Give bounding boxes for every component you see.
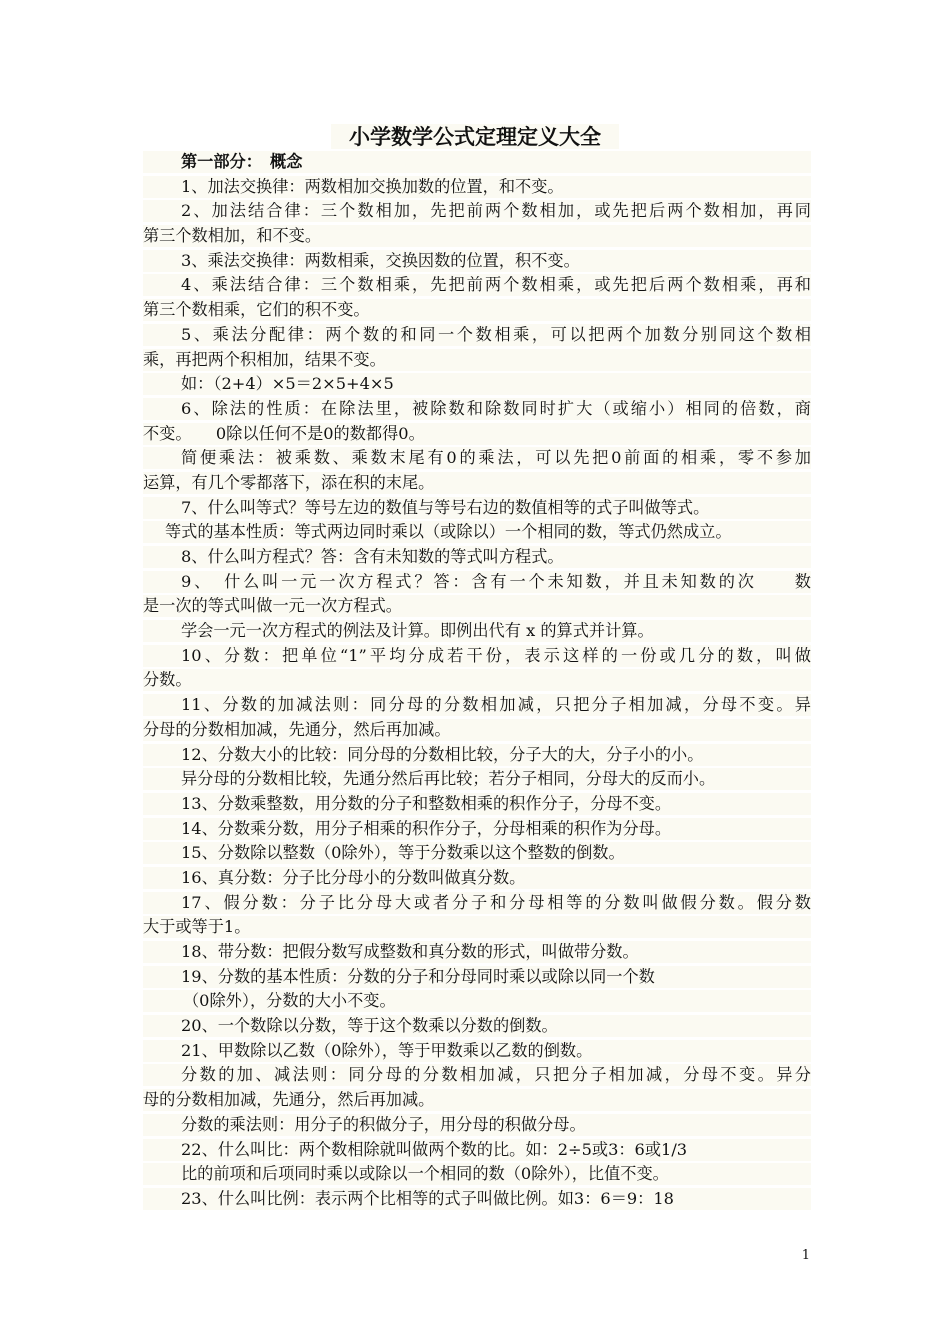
text-line: 9、 什么叫一元一次方程式？答：含有一个未知数，并且未知数的次 数 bbox=[143, 570, 811, 595]
text-line: 13、分数乘整数，用分数的分子和整数相乘的积作分子，分母不变。 bbox=[143, 792, 811, 817]
text-line: 19、分数的基本性质：分数的分子和分母同时乘以或除以同一个数 bbox=[143, 965, 811, 990]
text-line: 第三个数相加，和不变。 bbox=[143, 224, 811, 249]
text-line: 18、带分数：把假分数写成整数和真分数的形式，叫做带分数。 bbox=[143, 940, 811, 965]
text-line: 比的前项和后项同时乘以或除以一个相同的数（0除外），比值不变。 bbox=[143, 1162, 811, 1187]
text-line: 母的分数相加减，先通分，然后再加减。 bbox=[143, 1088, 811, 1113]
text-line: 是一次的等式叫做一元一次方程式。 bbox=[143, 594, 811, 619]
text-line: 分数。 bbox=[143, 668, 811, 693]
document-title: 小学数学公式定理定义大全 bbox=[0, 122, 950, 152]
text-line: 分数的乘法则：用分子的积做分子，用分母的积做分母。 bbox=[143, 1113, 811, 1138]
text-line: 16、真分数：分子比分母小的分数叫做真分数。 bbox=[143, 866, 811, 891]
text-line: 10、分数：把单位“1”平均分成若干份，表示这样的一份或几分的数，叫做 bbox=[143, 644, 811, 669]
section-heading: 第一部分： 概念 bbox=[143, 150, 811, 175]
text-line: 20、一个数除以分数，等于这个数乘以分数的倒数。 bbox=[143, 1014, 811, 1039]
text-line: 简便乘法：被乘数、乘数末尾有0的乘法，可以先把0前面的相乘，零不参加 bbox=[143, 446, 811, 471]
text-line: 7、什么叫等式？等号左边的数值与等号右边的数值相等的式子叫做等式。 bbox=[143, 496, 811, 521]
text-line: （0除外），分数的大小不变。 bbox=[143, 989, 811, 1014]
text-line: 17、假分数：分子比分母大或者分子和分母相等的分数叫做假分数。假分数 bbox=[143, 891, 811, 916]
text-line: 分数的加、减法则：同分母的分数相加减，只把分子相加减，分母不变。异分 bbox=[143, 1063, 811, 1088]
text-line: 6、除法的性质：在除法里，被除数和除数同时扩大（或缩小）相同的倍数，商 bbox=[143, 397, 811, 422]
text-line: 2、加法结合律：三个数相加，先把前两个数相加，或先把后两个数相加，再同 bbox=[143, 199, 811, 224]
text-line: 21、甲数除以乙数（0除外），等于甲数乘以乙数的倒数。 bbox=[143, 1039, 811, 1064]
document-body bbox=[143, 150, 811, 1212]
text-line: 等式的基本性质：等式两边同时乘以（或除以）一个相同的数，等式仍然成立。 bbox=[143, 520, 811, 545]
text-line: 不变。 0除以任何不是0的数都得0。 bbox=[143, 422, 811, 447]
text-line: 3、乘法交换律：两数相乘，交换因数的位置，积不变。 bbox=[143, 249, 811, 274]
text-line: 12、分数大小的比较：同分母的分数相比较，分子大的大，分子小的小。 bbox=[143, 743, 811, 768]
text-line: 22、什么叫比：两个数相除就叫做两个数的比。如：2÷5或3：6或1/3 bbox=[143, 1138, 811, 1163]
text-line: 乘，再把两个积相加，结果不变。 bbox=[143, 348, 811, 373]
page-number: 1 bbox=[801, 1248, 810, 1263]
text-line: 23、什么叫比例：表示两个比相等的式子叫做比例。如3：6＝9：18 bbox=[143, 1187, 811, 1212]
text-line: 异分母的分数相比较，先通分然后再比较；若分子相同，分母大的反而小。 bbox=[143, 767, 811, 792]
text-line: 4、乘法结合律：三个数相乘，先把前两个数相乘，或先把后两个数相乘，再和 bbox=[143, 273, 811, 298]
text-line: 1、加法交换律：两数相加交换加数的位置，和不变。 bbox=[143, 175, 811, 200]
text-line: 分母的分数相加减，先通分，然后再加减。 bbox=[143, 718, 811, 743]
text-line: 大于或等于1。 bbox=[143, 915, 811, 940]
text-line: 第三个数相乘，它们的积不变。 bbox=[143, 298, 811, 323]
text-line: 15、分数除以整数（0除外），等于分数乘以这个整数的倒数。 bbox=[143, 841, 811, 866]
text-line: 学会一元一次方程式的例法及计算。即例出代有 x 的算式并计算。 bbox=[143, 619, 811, 644]
text-line: 如：（2+4）×5＝2×5+4×5 bbox=[143, 372, 811, 397]
text-line: 14、分数乘分数，用分子相乘的积作分子，分母相乘的积作为分母。 bbox=[143, 817, 811, 842]
text-line: 5、乘法分配律：两个数的和同一个数相乘，可以把两个加数分别同这个数相 bbox=[143, 323, 811, 348]
text-line: 运算，有几个零都落下，添在积的末尾。 bbox=[143, 471, 811, 496]
text-line: 8、什么叫方程式？答：含有未知数的等式叫方程式。 bbox=[143, 545, 811, 570]
text-line: 11、分数的加减法则：同分母的分数相加减，只把分子相加减，分母不变。异 bbox=[143, 693, 811, 718]
